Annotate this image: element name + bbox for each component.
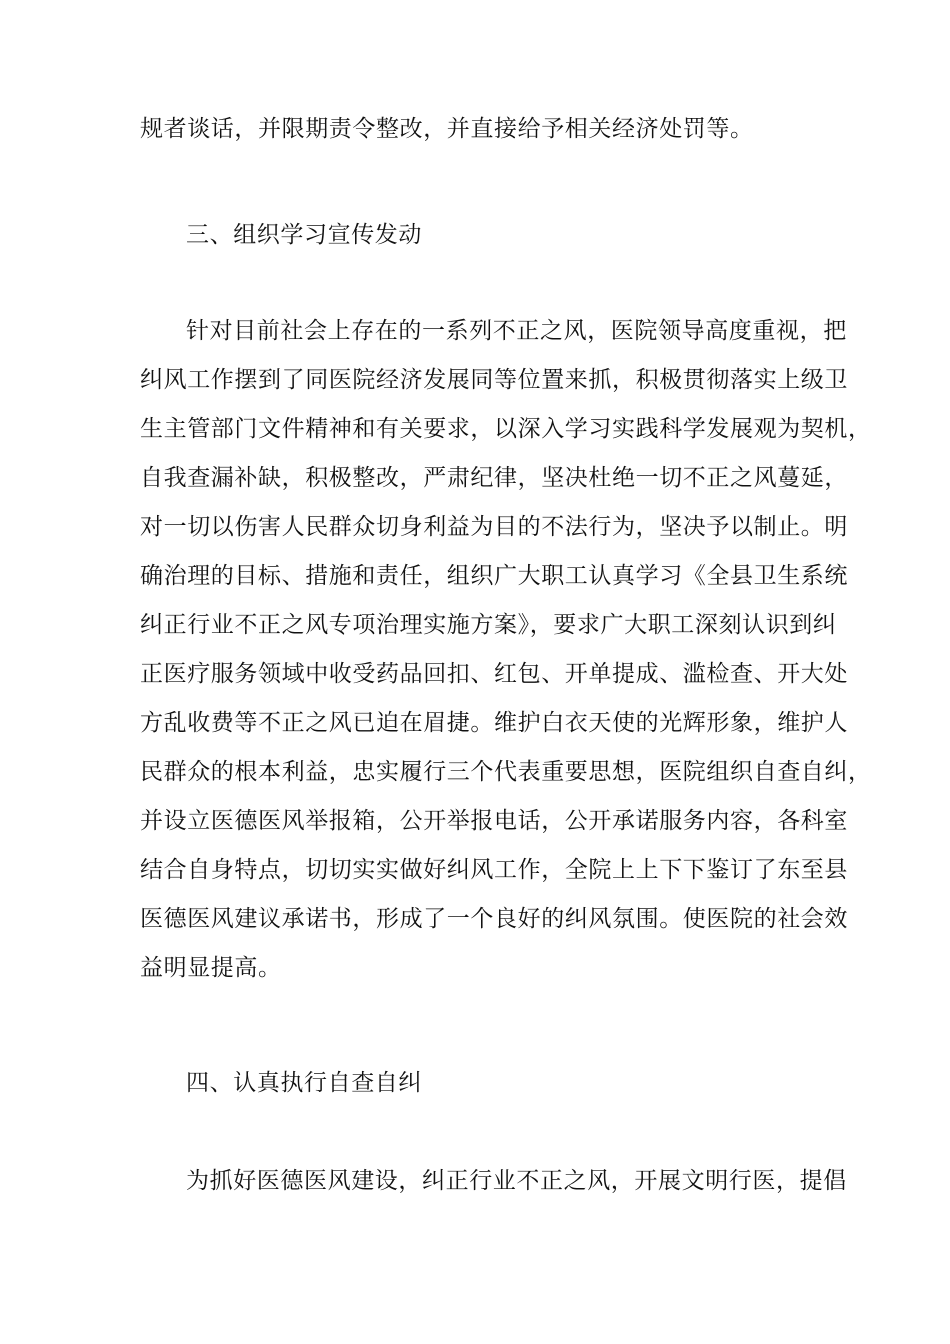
paragraph-line: 纠风工作摆到了同医院经济发展同等位置来抓，积极贯彻落实上级卫 — [140, 367, 848, 393]
paragraph-line: 纠正行业不正之风专项治理实施方案》，要求广大职工深刻认识到纠 — [140, 612, 837, 638]
paragraph-line: 医德医风建议承诺书，形成了一个良好的纠风氛围。使医院的社会效 — [140, 906, 848, 932]
paragraph-line: 益明显提高。 — [140, 955, 282, 981]
paragraph-line: 为抓好医德医风建设，纠正行业不正之风，开展文明行医，提倡 — [186, 1168, 847, 1194]
section-heading-4: 四、认真执行自查自纠 — [186, 1070, 422, 1096]
paragraph-line: 自我查漏补缺，积极整改，严肃纪律，坚决杜绝一切不正之风蔓延， — [140, 465, 848, 491]
paragraph-line: 方乱收费等不正之风已迫在眉捷。维护白衣天使的光辉形象，维护人 — [140, 710, 848, 736]
section-heading-3: 三、组织学习宣传发动 — [186, 222, 422, 248]
paragraph-line: 针对目前社会上存在的一系列不正之风，医院领导高度重视，把 — [186, 318, 847, 344]
paragraph-line: 规者谈话，并限期责令整改，并直接给予相关经济处罚等。 — [140, 116, 754, 142]
paragraph-line: 结合自身特点，切切实实做好纠风工作，全院上上下下鉴订了东至县 — [140, 857, 848, 883]
paragraph-line: 确治理的目标、措施和责任，组织广大职工认真学习《全县卫生系统 — [140, 563, 848, 589]
paragraph-line: 民群众的根本利益，忠实履行三个代表重要思想，医院组织自查自纠， — [140, 759, 872, 785]
paragraph-line: 并设立医德医风举报箱，公开举报电话，公开承诺服务内容，各科室 — [140, 808, 848, 834]
paragraph-line: 正医疗服务领域中收受药品回扣、红包、开单提成、滥检查、开大处 — [140, 661, 848, 687]
paragraph-line: 对一切以伤害人民群众切身利益为目的不法行为，坚决予以制止。明 — [140, 514, 848, 540]
paragraph-line: 生主管部门文件精神和有关要求，以深入学习实践科学发展观为契机， — [140, 416, 872, 442]
